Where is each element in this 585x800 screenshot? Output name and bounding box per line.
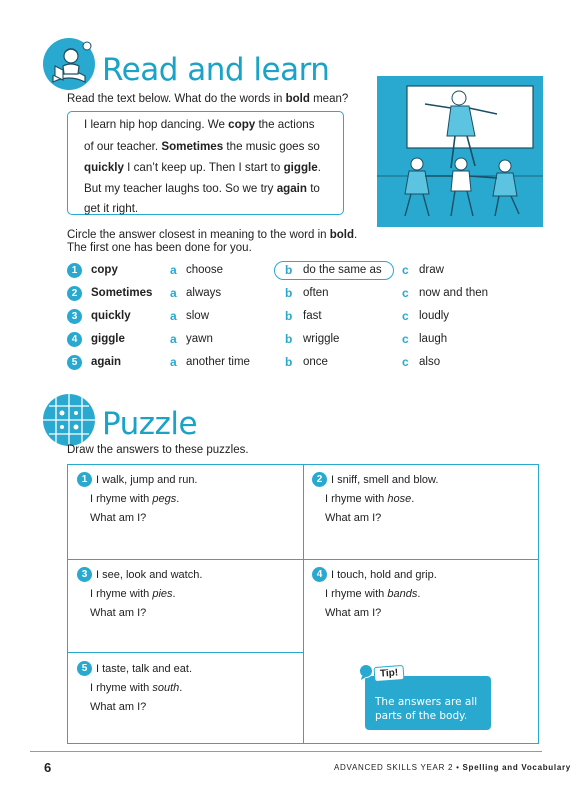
question-word: giggle xyxy=(91,333,125,345)
puzzle-globe-icon xyxy=(41,392,97,448)
grid-divider xyxy=(68,559,538,560)
option-letter-b: b xyxy=(285,286,293,300)
option-b[interactable]: wriggle xyxy=(303,333,340,345)
option-letter-c: c xyxy=(402,263,409,277)
question-number: 5 xyxy=(67,355,82,370)
footer-divider xyxy=(30,751,542,752)
option-letter-c: c xyxy=(402,286,409,300)
option-letter-a: a xyxy=(170,355,177,369)
option-c[interactable]: now and then xyxy=(419,287,489,299)
passage-line-4: But my teacher laughs too. So we try again to xyxy=(84,182,320,195)
tip-label: Tip! xyxy=(374,665,405,682)
tip-text-2: parts of the body. xyxy=(375,710,468,722)
option-c[interactable]: draw xyxy=(419,264,444,276)
question-number: 3 xyxy=(67,309,82,324)
puzzle-number: 4 xyxy=(312,567,327,582)
dancing-children-illustration xyxy=(377,76,543,227)
read-instruction-text: Read the text below. What do the words in bold mean? xyxy=(67,93,349,105)
passage-line-1: I learn hip hop dancing. We copy the actions xyxy=(84,118,315,131)
puzzle-card-1: 1 I walk, jump and run. I rhyme with pegs. What am I? xyxy=(77,471,198,528)
grid-divider xyxy=(303,465,304,743)
question-word: quickly xyxy=(91,310,131,322)
option-a[interactable]: choose xyxy=(186,264,224,276)
grid-divider xyxy=(68,652,304,653)
option-letter-a: a xyxy=(170,263,177,277)
option-c[interactable]: laugh xyxy=(419,333,448,345)
puzzle-number: 1 xyxy=(77,472,92,487)
option-b[interactable]: do the same as xyxy=(303,264,382,276)
puzzle-section-title: Puzzle xyxy=(102,406,198,442)
option-letter-b: b xyxy=(285,332,293,346)
option-a[interactable]: slow xyxy=(186,310,210,322)
read-section-title: Read and learn xyxy=(102,52,330,88)
passage-line-3: quickly I can’t keep up. Then I start to giggle. xyxy=(84,161,321,174)
question-word: Sometimes xyxy=(91,287,153,299)
option-b[interactable]: fast xyxy=(303,310,322,322)
passage-line-2: of our teacher. Sometimes the music goes so xyxy=(84,140,320,153)
puzzle-card-4: 4 I touch, hold and grip. I rhyme with bands. What am I? xyxy=(312,566,437,623)
reading-person-icon xyxy=(41,36,97,92)
question-number: 4 xyxy=(67,332,82,347)
question-word: copy xyxy=(91,264,118,276)
passage-box xyxy=(67,111,344,215)
passage-line-5: get it right. xyxy=(84,202,139,215)
footer-title: ADVANCED SKILLS YEAR 2 • Spelling and Vocabulary xyxy=(334,763,571,772)
option-letter-a: a xyxy=(170,286,177,300)
tip-text-1: The answers are all xyxy=(375,696,478,708)
read-instruction xyxy=(67,93,348,105)
circle-instruction-1: Circle the answer closest in meaning to the word in bold. xyxy=(67,229,358,241)
puzzle-number: 2 xyxy=(312,472,327,487)
option-letter-b: b xyxy=(285,309,293,323)
option-b[interactable]: once xyxy=(303,356,328,368)
question-number: 2 xyxy=(67,286,82,301)
puzzle-number: 3 xyxy=(77,567,92,582)
option-letter-a: a xyxy=(170,309,177,323)
puzzle-card-3: 3 I see, look and watch. I rhyme with pies. What am I? xyxy=(77,566,202,623)
option-c[interactable]: also xyxy=(419,356,441,368)
question-word: again xyxy=(91,356,122,368)
option-c[interactable]: loudly xyxy=(419,310,450,322)
option-letter-c: c xyxy=(402,355,409,369)
page-number: 6 xyxy=(44,760,52,775)
puzzle-number: 5 xyxy=(77,661,92,676)
option-letter-b: b xyxy=(285,355,293,369)
option-letter-b: b xyxy=(285,263,293,277)
puzzle-instruction: Draw the answers to these puzzles. xyxy=(67,444,249,456)
puzzle-card-2: 2 I sniff, smell and blow. I rhyme with hose. What am I? xyxy=(312,471,438,528)
option-a[interactable]: yawn xyxy=(186,333,213,345)
option-b[interactable]: often xyxy=(303,287,329,299)
option-letter-c: c xyxy=(402,309,409,323)
option-a[interactable]: another time xyxy=(186,356,250,368)
circle-instruction-2: The first one has been done for you. xyxy=(67,242,252,254)
option-letter-a: a xyxy=(170,332,177,346)
speech-bubble-icon xyxy=(358,664,374,680)
option-letter-c: c xyxy=(402,332,409,346)
question-number: 1 xyxy=(67,263,82,278)
puzzle-card-5: 5 I taste, talk and eat. I rhyme with south. What am I? xyxy=(77,660,192,717)
tip-box xyxy=(365,676,491,730)
option-a[interactable]: always xyxy=(186,287,222,299)
